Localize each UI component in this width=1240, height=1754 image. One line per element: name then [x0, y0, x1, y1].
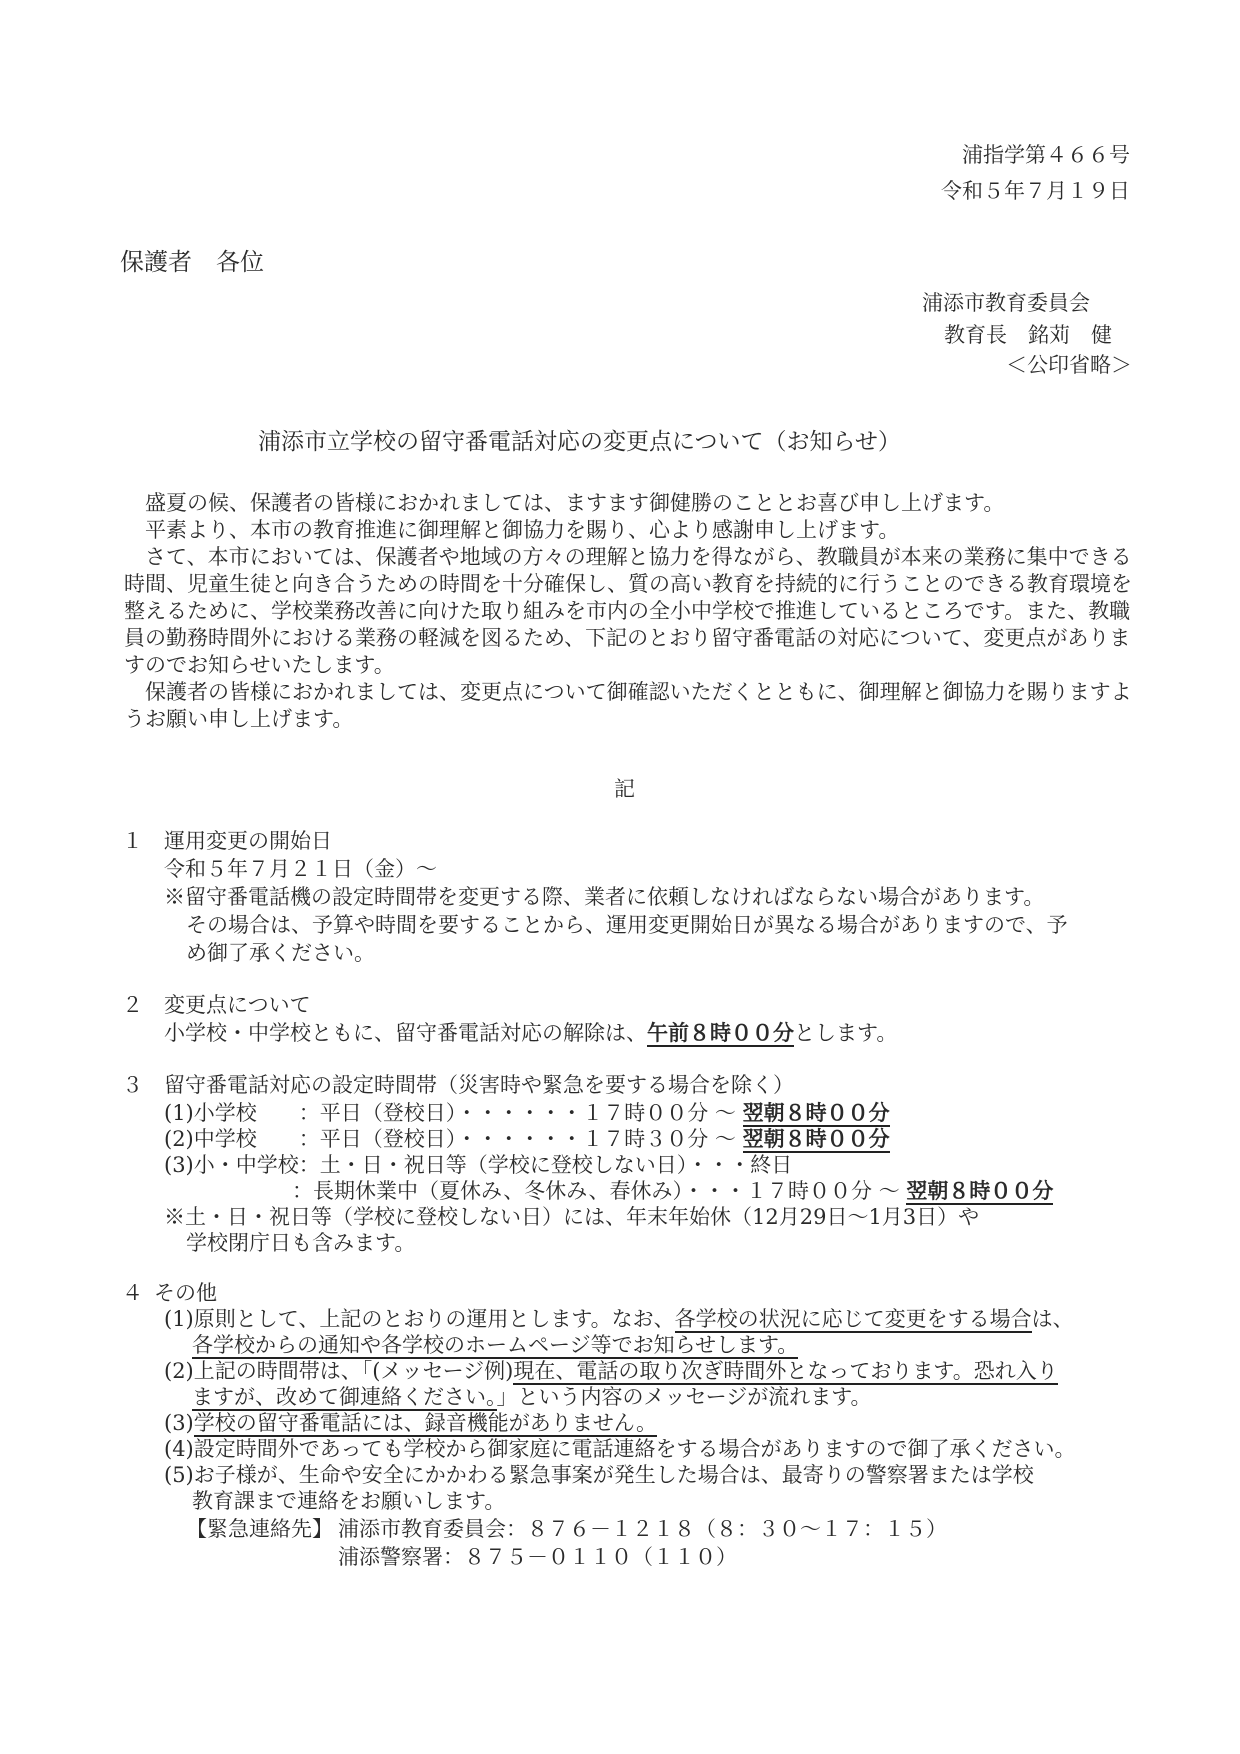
item-5-line: (5)お子様が、生命や安全にかかわる緊急事案が発生した場合は、最寄りの警察署または学校	[164, 1463, 1034, 1487]
addressee: 保護者 各位	[120, 248, 264, 276]
item-2-text-post: 」という内容のメッセージが流れます。	[496, 1385, 872, 1409]
section-3-note: 学校閉庁日も含みます。	[186, 1231, 416, 1255]
paragraph-greeting: 盛夏の候、保護者の皆様におかれましては、ますます御健勝のこととお喜び申し上げます。	[145, 491, 1005, 515]
item-1-line	[164, 1306, 1074, 1332]
schedule-row-end: 翌朝８時００分	[906, 1178, 1054, 1203]
section-2-number: ２	[122, 993, 143, 1017]
schedule-row-label: (1)小学校 ：平日（登校日）・・・・・・１７時００分 ～	[164, 1101, 743, 1125]
section-1-note: ※留守番電話機の設定時間帯を変更する際、業者に依頼しなければならない場合があります。	[164, 885, 1045, 909]
item-2-text: (2)上記の時間帯は、「(メッセージ例)	[164, 1359, 514, 1383]
section-2-heading: 変更点について	[164, 993, 311, 1017]
paragraph-main: さて、本市においては、保護者や地域の方々の理解と協力を得ながら、教職員が本来の業務に集中できる時間、児童生徒と向き合うための時間を十分確保し、質の高い教育を持続的に行うことのできる教育環境を整えるために、学校業務改善に向けた取り組みを市内の全小中学校で推進しているところです。また、教職員の勤務時間外における業務の軽減を図るため、下記のとおり留守番電話の対応について、変更点がありますのでお知らせいたします。	[124, 545, 1132, 677]
section-2-text	[164, 1020, 897, 1046]
emergency-contact-label: 【緊急連絡先】	[186, 1517, 333, 1541]
section-4-heading: その他	[154, 1281, 217, 1305]
item-1-continuation: 各学校からの通知や各学校のホームページ等でお知らせします。	[192, 1333, 799, 1357]
schedule-row-junior-high	[164, 1126, 890, 1152]
section-1-note: め御了承ください。	[186, 941, 375, 965]
sender-org: 浦添市教育委員会	[922, 291, 1090, 315]
item-3-number: (3)	[164, 1411, 194, 1435]
seal-omitted: ＜公印省略＞	[1006, 353, 1132, 377]
section-3-note: ※土・日・祝日等（学校に登校しない日）には、年末年始休（12月29日～1月3日）や	[164, 1205, 980, 1229]
item-2-emphasis: ますが、改めて御連絡ください。	[192, 1385, 497, 1409]
sender-person: 教育長 銘苅 健	[944, 323, 1112, 347]
section-3-heading: 留守番電話対応の設定時間帯（災害時や緊急を要する場合を除く）	[164, 1073, 794, 1097]
item-1-line	[192, 1332, 798, 1358]
page-title: 浦添市立学校の留守番電話対応の変更点について（お知らせ）	[258, 429, 901, 455]
schedule-row-elementary	[164, 1100, 890, 1126]
schedule-row-label: (2)中学校 ：平日（登校日）・・・・・・１７時３０分 ～	[164, 1127, 743, 1151]
document-number: 浦指学第４６６号	[962, 143, 1130, 167]
item-1-text: (1)原則として、上記のとおりの運用とします。なお、	[164, 1307, 675, 1331]
schedule-row-long-vacation	[292, 1178, 1053, 1204]
document-date: 令和５年７月１９日	[941, 179, 1130, 203]
item-2-line	[164, 1358, 1058, 1384]
schedule-row-end: 翌朝８時００分	[742, 1100, 890, 1125]
item-2-line	[192, 1384, 872, 1410]
item-3-line	[164, 1410, 657, 1436]
section-2-text-post: とします。	[794, 1021, 898, 1045]
schedule-row-label: ：長期休業中（夏休み、冬休み、春休み）・・・１７時００分 ～	[292, 1179, 907, 1203]
paragraph-request: 保護者の皆様におかれましては、変更点について御確認いただくとともに、御理解と御協力を賜りますようお願い申し上げます。	[124, 680, 1132, 731]
paragraph-thanks: 平素より、本市の教育推進に御理解と御協力を賜り、心より感謝申し上げます。	[145, 518, 900, 542]
section-3-number: ３	[122, 1073, 143, 1097]
item-1-emphasis: 各学校の状況に応じて変更をする場合	[674, 1307, 1032, 1331]
release-time-emphasis: 午前８時００分	[647, 1020, 794, 1045]
section-4-number: ４	[122, 1281, 143, 1305]
item-2-emphasis: 現在、電話の取り次ぎ時間外となっております。恐れ入り	[513, 1359, 1058, 1383]
item-3-emphasis: 学校の留守番電話には、録音機能がありません。	[193, 1411, 658, 1435]
schedule-row-holidays: (3)小・中学校：土・日・祝日等（学校に登校しない日）・・・終日	[164, 1153, 793, 1177]
ki-heading: 記	[614, 777, 635, 801]
item-5-line: 教育課まで連絡をお願いします。	[192, 1489, 506, 1513]
section-1-heading: 運用変更の開始日	[164, 829, 332, 853]
item-4-line: (4)設定時間外であっても学校から御家庭に電話連絡をする場合がありますので御了承ください。	[164, 1437, 1076, 1461]
section-1-number: １	[122, 829, 143, 853]
item-1-text-post: は、	[1031, 1307, 1074, 1331]
emergency-contact-board: 浦添市教育委員会：８７６－１２１８（８：３０～１７：１５）	[338, 1517, 947, 1541]
section-1-date: 令和５年７月２１日（金）～	[164, 857, 437, 881]
section-2-text-pre: 小学校・中学校ともに、留守番電話対応の解除は、	[164, 1021, 647, 1045]
emergency-contact-police: 浦添警察署：８７５－０１１０（１１０）	[338, 1545, 737, 1569]
section-1-note: その場合は、予算や時間を要することから、運用変更開始日が異なる場合がありますので、予	[186, 913, 1068, 937]
schedule-row-end: 翌朝８時００分	[742, 1126, 890, 1151]
